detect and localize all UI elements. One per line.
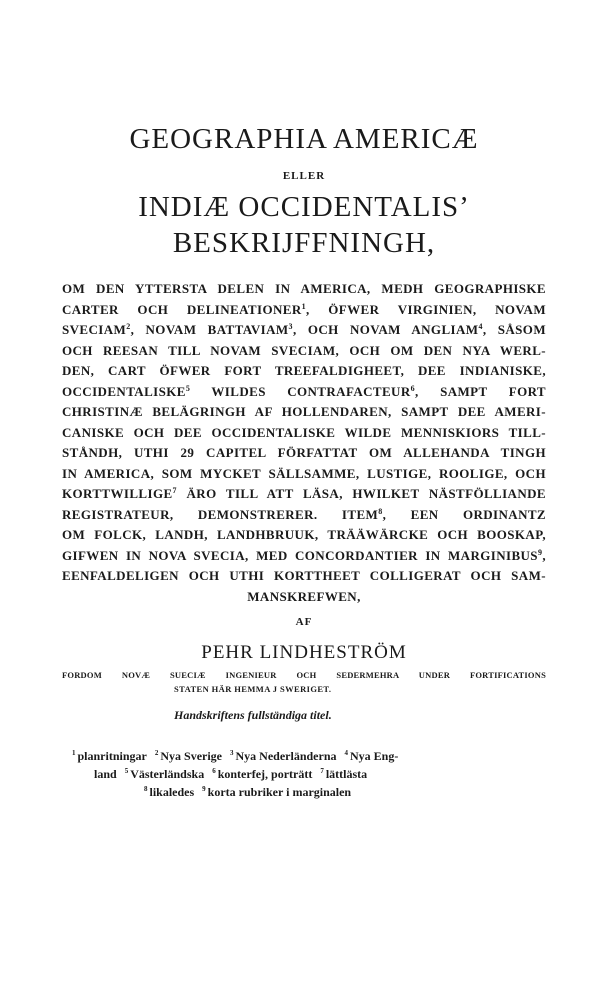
body-text: , ÖFWER VIRGINIEN, NOVAM bbox=[306, 301, 546, 317]
body-text: , OCH NOVAM ANGLIAM bbox=[292, 322, 479, 337]
body-line bbox=[62, 320, 546, 341]
body-line bbox=[62, 566, 546, 587]
footnote-text: lättlästa bbox=[325, 767, 368, 781]
body-text: ÄRO TILL ATT LÄSA, HWILKET NÄSTFÖLLIANDE bbox=[176, 486, 546, 501]
body-text: , bbox=[542, 547, 546, 563]
body-text: WILDES CONTRAFACTEUR bbox=[190, 383, 411, 399]
by-label: AF bbox=[295, 616, 313, 628]
footnote-number: 7 bbox=[320, 767, 324, 775]
body-line bbox=[62, 525, 546, 546]
main-title: GEOGRAPHIA AMERICÆ bbox=[129, 123, 479, 155]
body-line bbox=[62, 402, 546, 423]
body-text: KORTTWILLIGE bbox=[62, 486, 173, 501]
footnote-marker: 5 bbox=[185, 383, 191, 393]
footnote-line bbox=[72, 747, 542, 765]
body-text: DEN, CART ÖFWER FORT TREEFALDIGHEET, DEE INDIANISKE, bbox=[62, 363, 546, 378]
body-text: CARTER OCH DELINEATIONER bbox=[62, 301, 302, 317]
footnote-number: 2 bbox=[154, 749, 159, 757]
body-text: OM DEN YTTERSTA DELEN IN AMERICA, MEDH GEOGRAPHISKE bbox=[62, 281, 546, 296]
footnote-text: likaledes bbox=[149, 785, 195, 799]
body-text: SVECIAM bbox=[62, 322, 127, 337]
footnote-number: 8 bbox=[144, 785, 148, 793]
title-connector: ELLER bbox=[282, 170, 326, 182]
body-text: OCCIDENTALISKE bbox=[62, 383, 186, 399]
body-line bbox=[62, 341, 546, 362]
footnote-text: Västerländska bbox=[130, 767, 205, 781]
footnote-marker: 9 bbox=[537, 547, 543, 557]
footnote-text: Nya Eng- bbox=[350, 749, 399, 763]
footnote-marker: 3 bbox=[288, 322, 293, 331]
footnote-number: 9 bbox=[202, 785, 206, 793]
footnote-number: 4 bbox=[344, 749, 349, 757]
body-text: REGISTRATEUR, DEMONSTRERER. ITEM bbox=[62, 506, 379, 522]
body-text: , SAMPT FORT bbox=[415, 383, 546, 399]
subtitle-line-2: BESKRIJFFNINGH, bbox=[172, 227, 436, 259]
body-text: MANSKREFWEN, bbox=[247, 588, 361, 604]
body-line bbox=[62, 505, 546, 526]
body-text: OCH REESAN TILL NOVAM SVECIAM, OCH OM DEN NYA WERL- bbox=[62, 342, 546, 358]
subtitle-line-1: INDIÆ OCCIDENTALIS’ bbox=[138, 191, 470, 223]
footnote-number: 5 bbox=[124, 767, 129, 775]
body-line bbox=[62, 300, 546, 321]
body-line bbox=[62, 546, 546, 567]
footnote-line bbox=[72, 765, 542, 783]
body-line bbox=[62, 423, 546, 444]
footnote-number: 6 bbox=[212, 767, 216, 775]
footnote-text: konterfej, porträtt bbox=[217, 767, 313, 781]
body-text: , SÅSOM bbox=[482, 322, 546, 337]
body-line bbox=[62, 484, 546, 505]
footnote-text: Nya Sverige bbox=[160, 749, 223, 763]
body-line bbox=[62, 382, 546, 403]
body-text: GIFWEN IN NOVA SVECIA, MED CONCORDANTIER IN MARGINIBUS bbox=[62, 547, 538, 563]
body-line bbox=[62, 464, 546, 485]
footnote-marker: 2 bbox=[126, 322, 131, 331]
body-text: , EEN ORDINANTZ bbox=[382, 506, 546, 522]
body-text: CHRISTINÆ BELÄGRINGH AF HOLLENDAREN, SAMPT DEE AMERI- bbox=[62, 404, 546, 419]
author-title-line-1: FORDOM NOVÆ SUECIÆ INGENIEUR OCH SEDERMEHRA UNDER FORTIFICATIONS bbox=[62, 670, 546, 680]
body-text: IN AMERICA, SOM MYCKET SÄLLSAMME, LUSTIGE, ROOLIGE, OCH bbox=[62, 465, 546, 481]
body-text: CANISKE OCH DEE OCCIDENTALISKE WILDE MENNISKIORS TILL- bbox=[62, 424, 546, 440]
body-text: STÅNDH, UTHI 29 CAPITEL FÖRFATTAT OM ALLEHANDA TINGH bbox=[62, 445, 546, 460]
footnote-line bbox=[72, 783, 542, 801]
footnote-text: korta rubriker i marginalen bbox=[207, 785, 352, 799]
footnote-number: 1 bbox=[72, 749, 76, 757]
body-text: , NOVAM BATTAVIAM bbox=[130, 322, 289, 337]
body-line bbox=[62, 587, 546, 608]
body-text: EENFALDELIGEN OCH UTHI KORTTHEET COLLIGERAT OCH SAM- bbox=[62, 568, 546, 583]
footnote-marker: 6 bbox=[410, 383, 416, 393]
footnote-number: 3 bbox=[230, 749, 234, 757]
manuscript-note: Handskriftens fullständiga titel. bbox=[174, 708, 332, 722]
body-line bbox=[62, 361, 546, 382]
body-line bbox=[62, 279, 546, 300]
footnote-text: land bbox=[94, 767, 117, 781]
footnote-marker: 4 bbox=[478, 322, 483, 331]
footnote-marker: 7 bbox=[172, 486, 177, 495]
footnote-marker: 1 bbox=[301, 301, 307, 311]
footnote-marker: 8 bbox=[378, 506, 383, 516]
author-name: PEHR LINDHESTRÖM bbox=[201, 642, 407, 663]
author-title-line-2: STATEN HÄR HEMMA J SWERIGET. bbox=[174, 684, 332, 694]
description-block bbox=[62, 279, 546, 607]
body-text: OM FOLCK, LANDH, LANDHBRUUK, TRÄÄWÄRCKE OCH BOOSKAP, bbox=[62, 527, 546, 542]
body-line bbox=[62, 443, 546, 464]
footnote-text: planritningar bbox=[77, 749, 147, 763]
footnotes bbox=[72, 747, 542, 801]
footnote-text: Nya Nederländerna bbox=[235, 749, 337, 763]
